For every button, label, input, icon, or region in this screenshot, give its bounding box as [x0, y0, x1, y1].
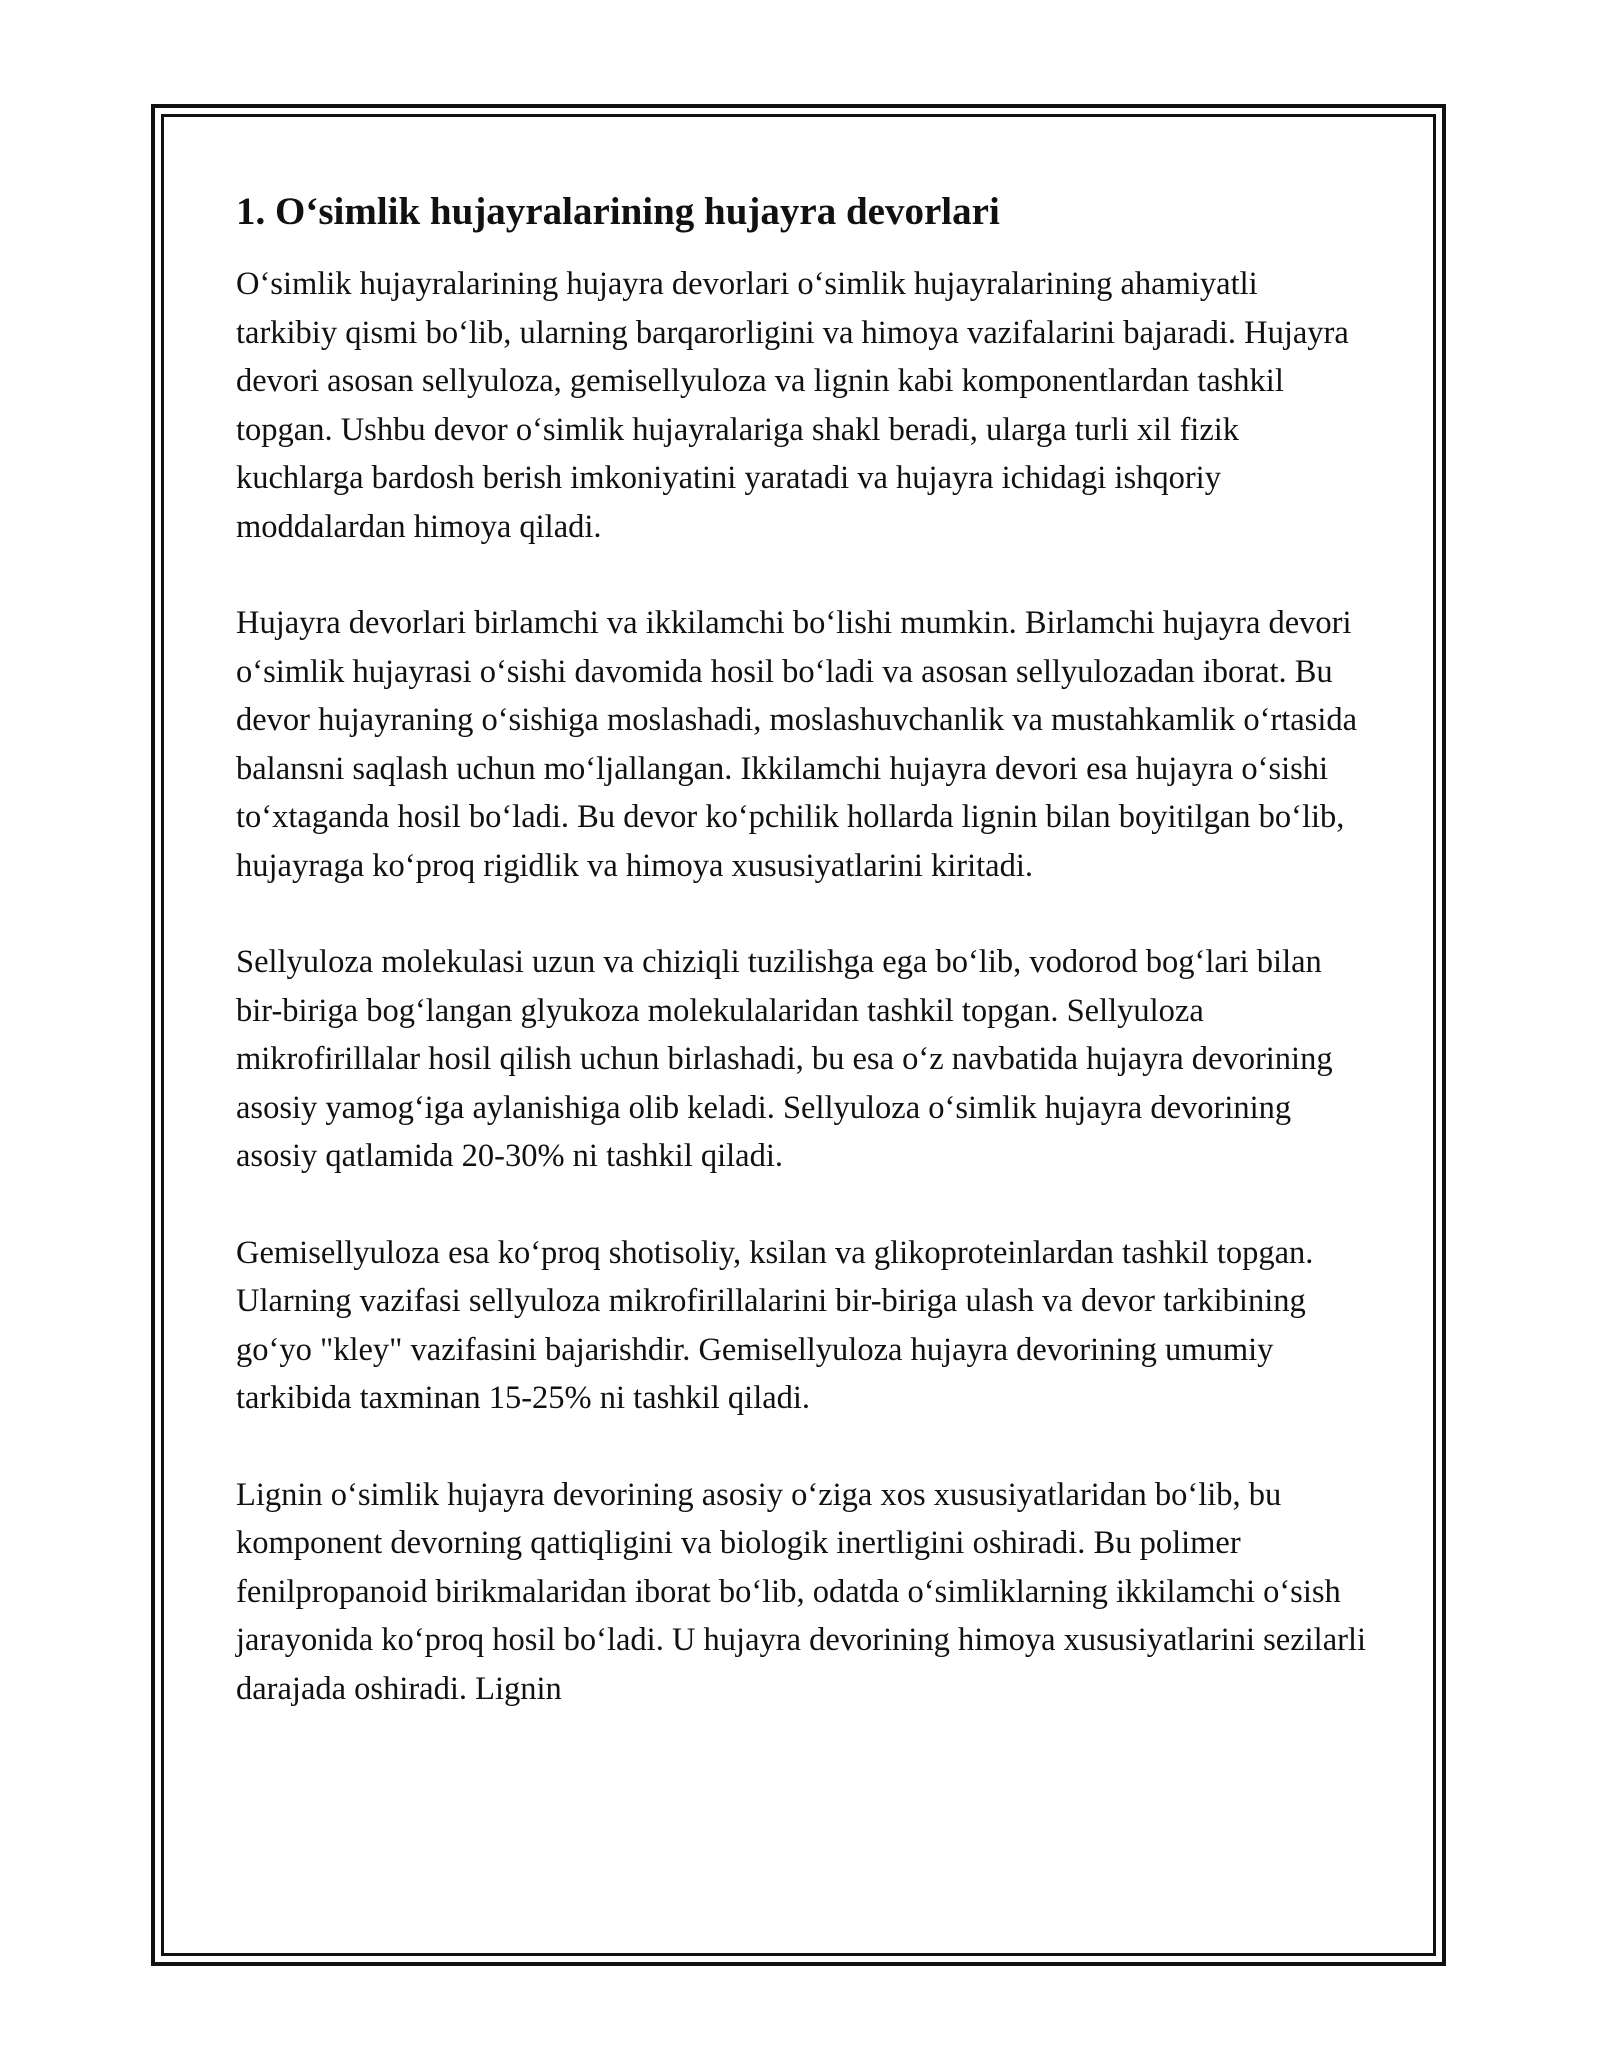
paragraph-cellulose: Sellyuloza molekulasi uzun va chiziqli tuzilishga ega bo‘lib, vodorod bog‘lari bilan bir-biriga bog‘langan glyukoza molekulalaridan tashkil topgan. Sellyuloza mikrofirillalar hosil qilish uchun birlashadi, bu esa o‘z navbatida hujayra devorining asosiy yamog‘iga aylanishiga olib keladi. Sellyuloza o‘simlik hujayra devorining asosiy qatlamida 20-30% ni tashkil qiladi. — [236, 944, 1333, 1174]
paragraph-intro: O‘simlik hujayralarining hujayra devorlari o‘simlik hujayralarining ahamiyatli tarkibiy qismi bo‘lib, ularning barqarorligini va himoya vazifalarini bajaradi. Hujayra devori asosan sellyuloza, gemisellyuloza va lignin kabi komponentlardan tashkil topgan. Ushbu devor o‘simlik hujayralariga shakl beradi, ularga turli xil fizik kuchlarga bardosh berish imkoniyatini yaratadi va hujayra ichidagi ishqoriy moddalardan himoya qiladi. — [236, 266, 1349, 545]
paragraph-lignin: Lignin o‘simlik hujayra devorining asosiy o‘ziga xos xususiyatlaridan bo‘lib, bu komponent devorning qattiqligini va biologik inertligini oshiradi. Bu polimer fenilpropanoid birikmalaridan iborat bo‘lib, odatda o‘simliklarning ikkilamchi o‘sish jarayonida ko‘proq hosil bo‘ladi. U hujayra devorining himoya xususiyatlarini sezilarli darajada oshiradi. Lignin — [236, 1476, 1367, 1707]
section-heading: 1. O‘simlik hujayralarining hujayra devorlari — [236, 190, 1000, 233]
paragraph-primary-secondary-walls: Hujayra devorlari birlamchi va ikkilamchi bo‘lishi mumkin. Birlamchi hujayra devori o‘simlik hujayrasi o‘sishi davomida hosil bo‘ladi va asosan sellyulozadan iborat. Bu devor hujayraning o‘sishiga moslashadi, moslashuvchanlik va mustahkamlik o‘rtasida balansni saqlash uchun mo‘ljallangan. Ikkilamchi hujayra devori esa hujayra o‘sishi to‘xtaganda hosil bo‘ladi. Bu devor ko‘pchilik hollarda lignin bilan boyitilgan bo‘lib, hujayraga ko‘proq rigidlik va himoya xususiyatlarini kiritadi. — [236, 605, 1358, 884]
paragraph-hemicellulose: Gemisellyuloza esa ko‘proq shotisoliy, ksilan va glikoproteinlardan tashkil topgan. Ularning vazifasi sellyuloza mikrofirillalarini bir-biriga ulash va devor tarkibining go‘yo "kley" vazifasini bajarishdir. Gemisellyuloza hujayra devorining umumiy tarkibida taxminan 15-25% ni tashkil qiladi. — [236, 1234, 1314, 1416]
document-body — [236, 184, 1366, 1761]
